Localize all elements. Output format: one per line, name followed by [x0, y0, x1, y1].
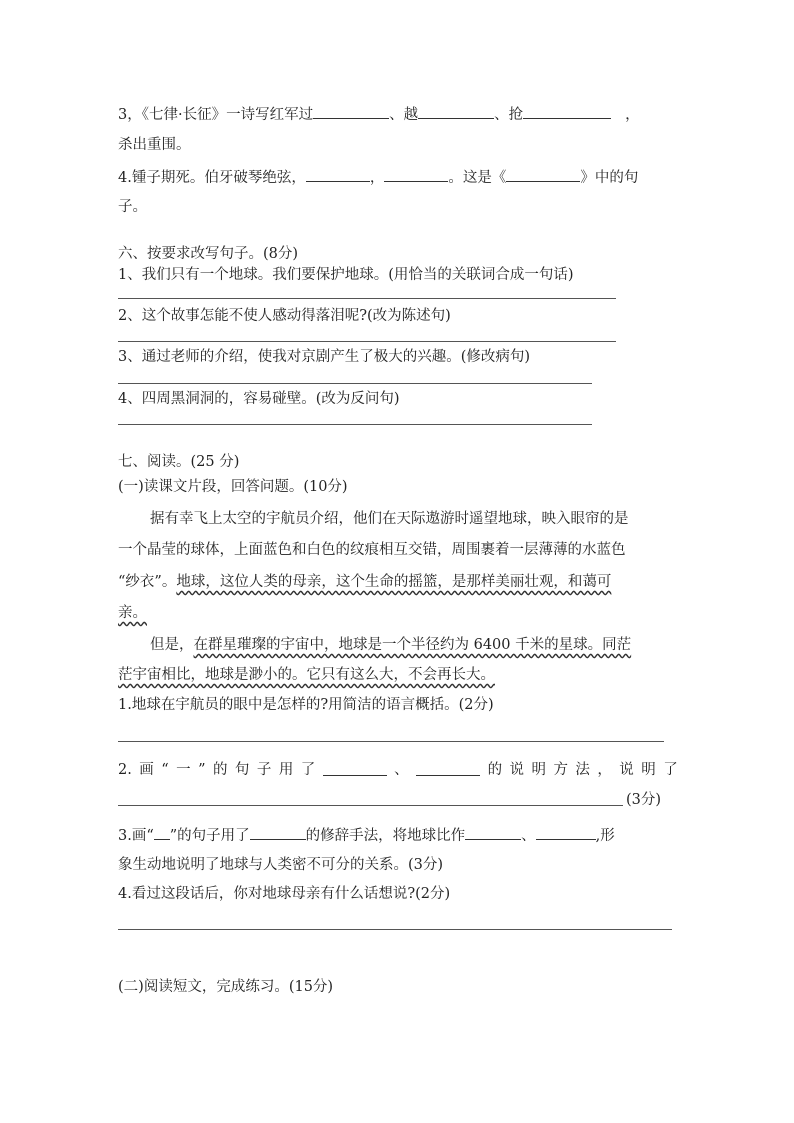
answer-line[interactable] — [118, 383, 592, 384]
wavy-underlined-sentence-end: 亲。 — [118, 605, 147, 621]
poem-item-4-line-1 — [118, 167, 638, 187]
item-4-text-a: 4.锺子期死。伯牙破琴绝弦， — [118, 170, 306, 186]
answer-blank[interactable] — [523, 104, 611, 119]
wavy-underlined-sentence: 地球，这位人类的母亲，这个生命的摇篮，是那样美丽壮观，和蔼可 — [176, 574, 612, 590]
answer-blank[interactable] — [384, 167, 448, 182]
answer-blank[interactable] — [313, 104, 389, 119]
s6-question-2: 2、这个故事怎能不使人感动得落泪呢?(改为陈述句) — [118, 308, 451, 324]
item-4-text-d: 》中的句 — [580, 170, 639, 186]
item-3-text-c: 、抢 — [494, 107, 524, 123]
q2-char: 画 — [139, 762, 154, 778]
answer-line[interactable] — [118, 929, 672, 930]
item-4-text-b: ， — [369, 170, 385, 186]
answer-blank[interactable] — [536, 825, 596, 840]
reading-part-1-heading: (一)读课文片段，回答问题。(10分) — [118, 479, 348, 495]
s6-question-4: 4、四周黑洞洞的，容易碰壁。(改为反问句) — [118, 391, 400, 407]
answer-blank[interactable] — [506, 167, 580, 182]
q3-text: ,形 — [595, 828, 615, 844]
q2-char: “ — [161, 762, 169, 778]
answer-blank[interactable] — [306, 167, 370, 182]
q2-char: 明 — [531, 762, 546, 778]
answer-blank[interactable] — [416, 761, 480, 776]
passage-p1-line-4 — [118, 604, 147, 622]
passage-p1-line-1: 据有幸飞上太空的宇航员介绍，他们在天际遨游时遥望地球，映入眼帘的是 — [150, 511, 629, 527]
q2-char: 了 — [663, 762, 678, 778]
reading-question-4: 4.看过这段话后，你对地球母亲有什么话想说?(2分) — [118, 886, 451, 902]
answer-blank[interactable] — [323, 761, 387, 776]
q2-char: 说 — [619, 762, 634, 778]
answer-line[interactable] — [118, 741, 664, 742]
answer-blank[interactable] — [418, 104, 494, 119]
passage-p1-line-3 — [118, 573, 611, 591]
poem-item-3-line-1 — [118, 104, 640, 124]
q3-text: ”的句子用了 — [169, 828, 250, 844]
s6-question-1: 1、我们只有一个地球。我们要保护地球。(用恰当的关联词合成一句话) — [118, 267, 574, 283]
passage-p2-line-1 — [150, 636, 631, 654]
reading-question-1: 1.地球在宇航员的眼中是怎样的?用简洁的语言概括。(2分) — [118, 697, 494, 713]
q2-char: 法 — [575, 762, 590, 778]
poem-item-3-line-2: 杀出重围。 — [118, 137, 191, 153]
q2-char: 了 — [300, 762, 316, 778]
answer-line[interactable] — [118, 341, 616, 342]
section-6-heading: 六、按要求改写句子。(8分) — [118, 246, 299, 262]
wavy-underlined-sentence-end: 茫宇宙相比，地球是渺小的。它只有这么大，不会再长大。 — [118, 667, 495, 683]
q2-char: 、 — [394, 762, 409, 778]
q2-score: (3分) — [626, 792, 662, 808]
q2-char: ， — [597, 762, 612, 778]
section-7-heading: 七、阅读。(25 分) — [118, 454, 240, 470]
q3-text: 、 — [521, 828, 536, 844]
passage-p1-line-2: 一个晶莹的球体，上面蓝色和白色的纹痕相互交错，周围裹着一层薄薄的水蓝色 — [118, 542, 626, 558]
passage-text: 但是， — [150, 637, 194, 653]
passage-text: “纱衣”。 — [118, 574, 177, 590]
q3-text: 的修辞手法，将地球比作 — [305, 828, 466, 844]
answer-line[interactable] — [118, 298, 616, 299]
q2-char: 的 — [212, 762, 228, 778]
reading-question-3-line-2: 象生动地说明了地球与人类密不可分的关系。(3分) — [118, 857, 444, 873]
q2-char: 明 — [641, 762, 656, 778]
q2-char: 句 — [234, 762, 250, 778]
q2-char: 2. — [118, 762, 132, 778]
poem-item-4-line-2: 子。 — [118, 199, 147, 215]
answer-line[interactable] — [118, 805, 623, 806]
straight-line-marker — [154, 827, 170, 840]
q2-char: 用 — [278, 762, 294, 778]
item-3-text-d: ， — [625, 107, 640, 123]
q2-char: 一 — [176, 762, 191, 778]
q2-char: 子 — [256, 762, 272, 778]
q2-char: 说 — [509, 762, 525, 778]
s6-question-3: 3、通过老师的介绍，使我对京剧产生了极大的兴趣。(修改病句) — [118, 349, 531, 365]
q3-text: 3.画“ — [118, 828, 154, 844]
reading-question-3-line-1 — [118, 825, 615, 845]
item-3-text-b: 、越 — [389, 107, 419, 123]
item-4-text-c: 。这是《 — [448, 170, 507, 186]
reading-question-2-line-1 — [118, 761, 678, 779]
reading-part-2-heading: (二)阅读短文，完成练习。(15分) — [118, 979, 334, 995]
passage-p2-line-2 — [118, 666, 495, 684]
q2-char: 方 — [553, 762, 568, 778]
q2-char: 的 — [487, 762, 503, 778]
wavy-underlined-sentence: 在群星璀璨的宇宙中，地球是一个半径约为 6400 千米的星球。同茫 — [193, 637, 632, 653]
item-3-text-a: 3，《七律·长征》一诗写红军过 — [118, 107, 314, 123]
answer-line[interactable] — [118, 424, 592, 425]
answer-blank[interactable] — [465, 825, 521, 840]
q2-char: ” — [198, 762, 206, 778]
answer-blank[interactable] — [250, 825, 306, 840]
